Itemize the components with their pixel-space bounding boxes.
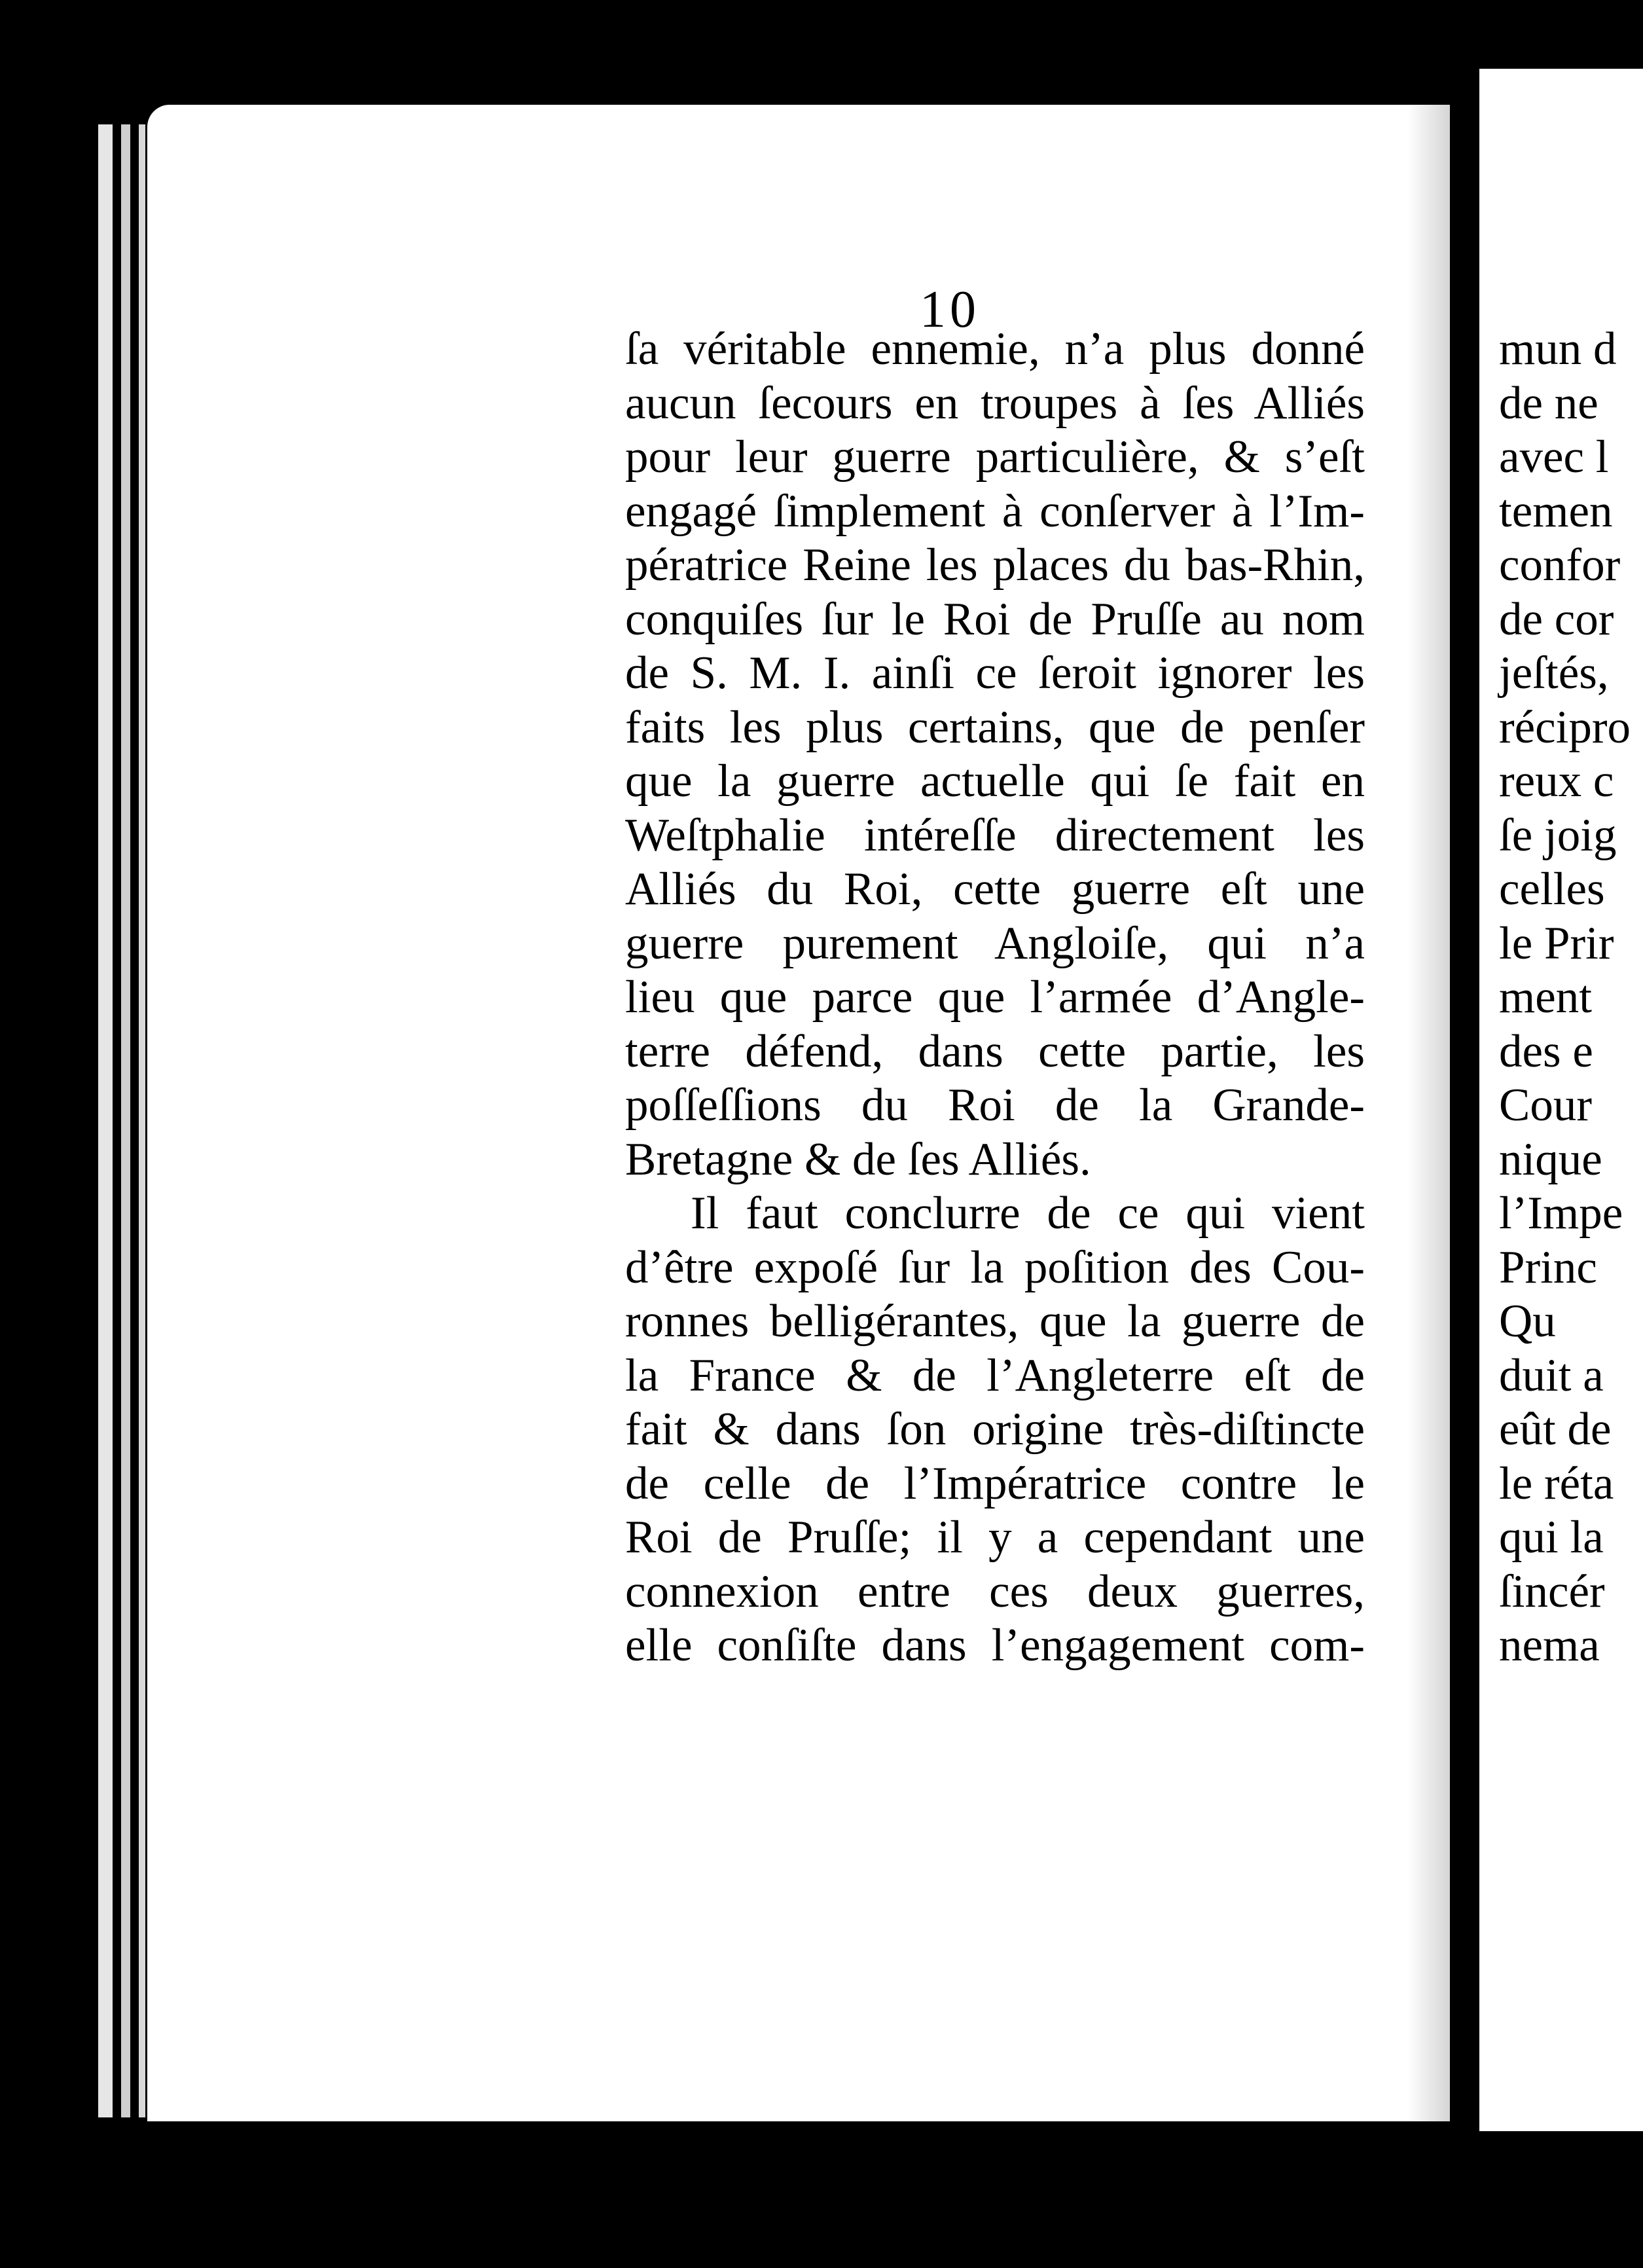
- facing-text-line: reux c: [1499, 756, 1614, 807]
- facing-text-line: Qu: [1499, 1296, 1556, 1347]
- facing-text-line: confor: [1499, 540, 1621, 591]
- text-line: d’être expoſé ſur la poſition des Cou-: [625, 1241, 1365, 1293]
- text-line: pératrice Reine les places du bas-Rhin,: [625, 540, 1365, 591]
- text-line: que la guerre actuelle qui ſe fait en: [625, 756, 1365, 807]
- text-line: connexion entre ces deux guerres,: [625, 1565, 1365, 1617]
- facing-text-line: Princ: [1499, 1241, 1597, 1293]
- facing-text-line: le réta: [1499, 1457, 1614, 1509]
- facing-text-line: nique: [1499, 1133, 1602, 1185]
- text-line: poſſeſſions du Roi de la Grande-: [625, 1080, 1365, 1131]
- text-line: Il faut conclurre de ce qui vient: [691, 1188, 1365, 1239]
- facing-text-line: mun d: [1499, 323, 1617, 375]
- facing-text-line: de cor: [1499, 593, 1614, 645]
- text-line: ronnes belligérantes, que la guerre de: [625, 1296, 1365, 1347]
- text-line: elle conſiſte dans l’engagement com-: [625, 1620, 1365, 1671]
- facing-text-line: eût de: [1499, 1404, 1612, 1455]
- facing-text-line: qui la: [1499, 1512, 1604, 1563]
- facing-text-line: temen: [1499, 485, 1613, 537]
- text-line: conquiſes ſur le Roi de Pruſſe au nom: [625, 593, 1365, 645]
- text-line: ſa véritable ennemie, n’a plus donné: [625, 323, 1365, 375]
- body-text: [625, 322, 1365, 1673]
- facing-text-line: avec l: [1499, 431, 1609, 483]
- facing-text-line: nema: [1499, 1620, 1600, 1671]
- facing-text-line: ſincér: [1499, 1565, 1605, 1617]
- text-line: fait & dans ſon origine très-diſtincte: [625, 1404, 1365, 1455]
- text-line: lieu que parce que l’armée d’Angle-: [625, 972, 1365, 1023]
- text-line: de celle de l’Impératrice contre le: [625, 1457, 1365, 1509]
- text-line: Bretagne & de ſes Alliés.: [625, 1133, 1091, 1185]
- text-line: pour leur guerre particulière, & s’eſt: [625, 431, 1365, 483]
- text-line: Roi de Pruſſe; il y a cependant une: [625, 1512, 1365, 1563]
- text-line: Weſtphalie intéreſſe directement les: [625, 809, 1365, 861]
- text-line: terre défend, dans cette partie, les: [625, 1025, 1365, 1077]
- facing-text-line: des e: [1499, 1025, 1593, 1077]
- page-edge: [121, 124, 130, 2117]
- page-edge: [139, 124, 145, 2117]
- facing-text-line: Cour: [1499, 1080, 1592, 1131]
- facing-text-line: ment: [1499, 972, 1592, 1023]
- gutter-shadow: [1407, 105, 1453, 2121]
- page-edge: [98, 124, 113, 2117]
- facing-text-line: jeſtés,: [1499, 648, 1609, 699]
- facing-text-line: l’Impe: [1499, 1188, 1623, 1239]
- text-line: engagé ſimplement à conſerver à l’Im-: [625, 485, 1365, 537]
- facing-text-line: duit a: [1499, 1349, 1604, 1401]
- facing-text-line: ſe joig: [1499, 809, 1617, 861]
- text-line: faits les plus certains, que de penſer: [625, 701, 1365, 753]
- text-line: guerre purement Angloiſe, qui n’a: [625, 917, 1365, 969]
- facing-page-text: [1499, 322, 1643, 1673]
- text-line: la France & de l’Angleterre eſt de: [625, 1349, 1365, 1401]
- text-line: aucun ſecours en troupes à ſes Alliés: [625, 377, 1365, 429]
- page-number: 10: [920, 281, 980, 338]
- facing-text-line: récipro: [1499, 701, 1631, 753]
- facing-text-line: le Prir: [1499, 917, 1614, 969]
- facing-text-line: celles: [1499, 864, 1605, 915]
- facing-text-line: de ne: [1499, 377, 1598, 429]
- text-line: de S. M. I. ainſi ce ſeroit ignorer les: [625, 648, 1365, 699]
- text-line: Alliés du Roi, cette guerre eſt une: [625, 864, 1365, 915]
